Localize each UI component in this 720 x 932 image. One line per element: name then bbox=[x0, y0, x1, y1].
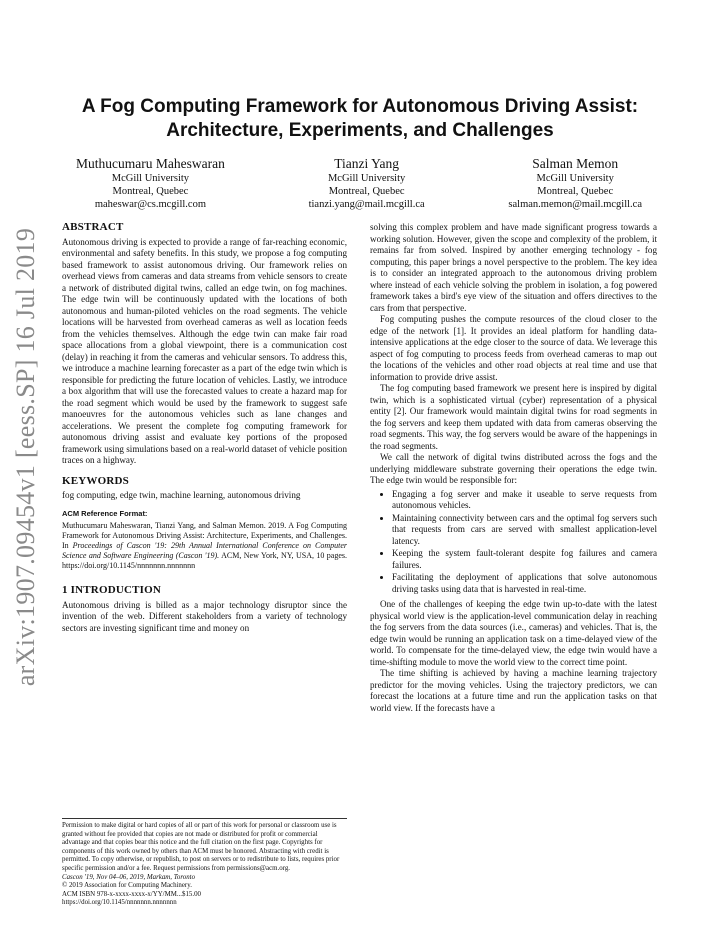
isbn-line: ACM ISBN 978-x-xxxx-xxxx-x/YY/MM...$15.00 bbox=[62, 890, 201, 898]
arxiv-stamp bbox=[8, 227, 44, 687]
paragraph: solving this complex problem and have made significant progress towards a working solution. However, given the scope and complexity of the problem, it remains far from solved. Inspired by another emerging technology - fog computing, this paper brings a novel perspective to the problem. The key idea is to consider an integrated approach to the autonomous driving problem where instead of each vehicle solving the problem in isolation, a fog powered framework takes a bird's eye view of the situation and offers directives to the cars from that perspective. bbox=[370, 222, 657, 313]
author-affiliation: McGill University bbox=[111, 173, 190, 184]
paragraph: One of the challenges of keeping the edge twin up-to-date with the latest physical world view is the application-level communication delay in reaching the fog servers from the data sources (i.e., cameras) and vehicles. That is, the edge twin would be running an application task on a time-delayed view of the world. To compensate for the time-delayed view, the edge twin would have a time-shifting module to move the world view to the correct time point. bbox=[370, 599, 657, 667]
author-email: maheswar@cs.mcgill.com bbox=[94, 199, 206, 210]
list-item: • Maintaining connectivity between cars and the optimal fog servers such that requests from cars are served with smallest application-level latency. bbox=[392, 513, 657, 548]
author-location: Montreal, Quebec bbox=[112, 186, 189, 197]
list-item: • Keeping the system fault-tolerant despite fog failures and camera failures. bbox=[392, 548, 657, 571]
abstract-text: Autonomous driving is expected to provide a range of far-reaching economic, environmental and safety benefits. In this study, we propose a fog computing based framework to assist autonomous driving. Our framework relies on overhead views from cameras and data streams from vehicle sensors to create a network of distributed digital twins, called an edge twin, on fog machines. The edge twin will be continuously updated with the locations of both autonomous and human-piloted vehicles on the road segments. The vehicle locations will be harvested from overhead cameras as well as location feeds from the vehicles themselves. Although the edge twin can make fair road space allocations from a global viewpoint, there is a communication cost (delay) in reaching it from the cameras and vehicular sensors. To address this, we introduce a machine learning forecaster as a part of the edge twin which is responsible for predicting the future location of vehicles. Lastly, we introduce a box algorithm that will use the forecasted values to create a hazard map for the road segment which would be used by the framework to suggest safe manoeuvres for the autonomous vehicles such as lane changes and accelerations. We present the complete fog computing framework for autonomous driving assist and evaluate key portions of the proposed framework using simulations based on a real-world dataset of vehicle position traces on a highway. bbox=[62, 236, 347, 465]
author-1 bbox=[76, 155, 225, 211]
abstract-heading: ABSTRACT bbox=[62, 221, 124, 233]
author-3 bbox=[508, 155, 642, 211]
permission-notice: Permission to make digital or hard copies of all or part of this work for personal or classroom use is granted without fee provided that copies are not made or distributed for profit or commercial advantage and that copies bear this notice and the full citation on the first page. Copyrights for components of this work owned by others than ACM must be honored. Abstracting with credit is permitted. To copy otherwise, or republish, to post on servers or to redistribute to lists, requires prior specific permission and/or a fee. Request permissions from permissions@acm.org. bbox=[62, 822, 340, 872]
left-column bbox=[62, 222, 347, 634]
introduction-paragraph: Autonomous driving is billed as a major technology disruptor since the invention of the web. Different stakeholders from a variety of technology sectors are investing significant time and money on bbox=[62, 599, 347, 633]
conference-line: Cascon '19, Nov 04–06, 2019, Markam, Toronto bbox=[62, 873, 196, 881]
arxiv-identifier: arXiv:1907.09454v1 [eess.SP] 16 Jul 2019 bbox=[11, 227, 41, 687]
acm-reference-heading: ACM Reference Format: bbox=[62, 508, 148, 518]
author-email: tianzi.yang@mail.mcgill.ca bbox=[308, 199, 425, 210]
paragraph: Fog computing pushes the compute resources of the cloud closer to the edge of the network [1]. It provides an ideal platform for handling data-intensive applications at the edge closer to the source of data. We leverage this aspect of fog computing to process feeds from overhead cameras to map out the locations of the vehicles and other road objects at real time and use that information to provide drive assist. bbox=[370, 314, 657, 382]
acm-reference-text bbox=[62, 521, 347, 571]
author-name: Muthucumaru Maheswaran bbox=[76, 156, 225, 171]
author-location: Montreal, Quebec bbox=[328, 186, 405, 197]
author-2 bbox=[309, 155, 425, 211]
right-column bbox=[370, 222, 657, 714]
title-line-1: A Fog Computing Framework for Autonomous Driving Assist: bbox=[81, 96, 639, 117]
copyright-footnote bbox=[62, 818, 347, 908]
acm-reference-proceedings: Proceedings of Cascon '19: 29th Annual International Conference on Computer Science and Software Engineering (Cascon '19). bbox=[62, 541, 347, 560]
keywords-heading: KEYWORDS bbox=[62, 474, 129, 487]
acm-reference-part-2: ACM, New York, NY, USA, 10 pages. https://doi.org/10.1145/nnnnnnn.nnnnnnn bbox=[62, 551, 347, 570]
introduction-heading: 1 INTRODUCTION bbox=[62, 584, 162, 596]
author-name: Salman Memon bbox=[532, 156, 619, 171]
list-item: • Engaging a fog server and make it useable to serve requests from autonomous vehicles. bbox=[392, 489, 657, 512]
responsibility-list bbox=[370, 489, 657, 596]
author-block bbox=[76, 155, 642, 211]
paragraph: The fog computing based framework we present here is inspired by digital twin, which is a sophisticated virtual (cyber) representation of a physical entity [2]. Our framework would maintain digital twins for road segments in the fog servers and keep them updated with data from cameras observing the road segments. This way, the fog servers would be aware of the happenings in the road segments. bbox=[370, 383, 657, 451]
author-location: Montreal, Quebec bbox=[537, 186, 614, 197]
acm-reference-part-1: Muthucumaru Maheswaran, Tianzi Yang, and Salman Memon. 2019. A Fog Computing Framework for Autonomous Driving Assist: Architecture, Experiments, and Challenges. In bbox=[62, 521, 347, 550]
author-name: Tianzi Yang bbox=[334, 156, 400, 171]
author-affiliation: McGill University bbox=[327, 173, 406, 184]
author-affiliation: McGill University bbox=[536, 173, 614, 184]
keywords-text: fog computing, edge twin, machine learning, autonomous driving bbox=[62, 490, 301, 500]
footnote-rule bbox=[62, 818, 347, 819]
copyright-line: © 2019 Association for Computing Machinery. bbox=[62, 882, 192, 890]
paragraph: The time shifting is achieved by having a machine learning trajectory predictor for the moving vehicles. Using the trajectory predictors, we can forecast the locations at a future time and run the application tasks on that world view. If the forecasts have a bbox=[370, 668, 657, 713]
paragraph: We call the network of digital twins distributed across the fogs and the underlying middleware substrate governing their operations the edge twin. The edge twin would be responsible for: bbox=[370, 452, 657, 485]
list-item: • Facilitating the deployment of applications that solve autonomous driving tasks using data that is harvested in real-time. bbox=[392, 572, 657, 595]
title-line-2: Architecture, Experiments, and Challenges bbox=[166, 120, 554, 141]
author-email: salman.memon@mail.mcgill.ca bbox=[508, 199, 642, 210]
paper-title bbox=[0, 95, 720, 143]
doi-line: https://doi.org/10.1145/nnnnnnn.nnnnnnn bbox=[62, 899, 177, 907]
